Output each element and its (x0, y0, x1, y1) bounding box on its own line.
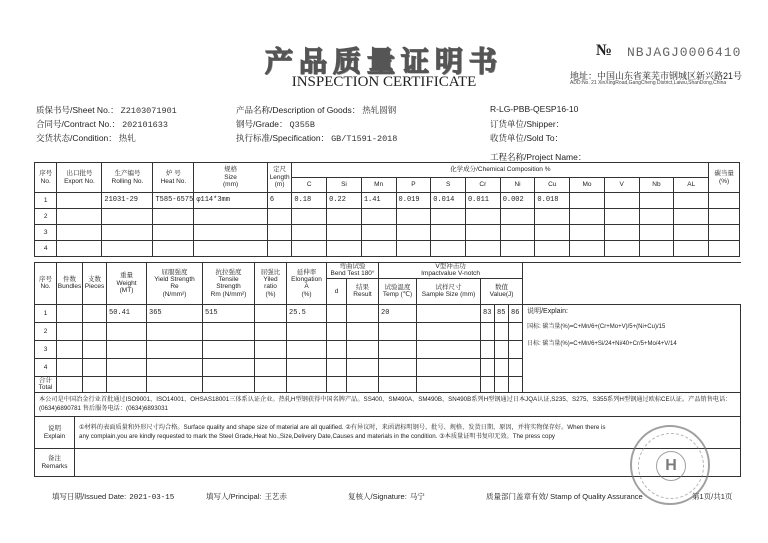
weight-value: 50.41 (107, 304, 147, 322)
form-code: R-LG-PBB-QESP16-10 (490, 104, 579, 114)
rolling-no: 21031-29 (102, 193, 153, 209)
element-header: Mo (570, 178, 605, 193)
address-english: ADD:No. 21 XinXingRoad,GangCheng District,Laiwu,ShanDong,China (570, 80, 727, 86)
chem-value (604, 193, 639, 209)
element-header: C (292, 178, 327, 193)
impact-value-header: 数值 Value(J) (481, 278, 523, 304)
element-header: Cu (535, 178, 570, 193)
heat-no (153, 209, 194, 225)
explain-text-line1: ①材料的表面质量和外形尺寸均合格。Surface quality and shape size of material are all qualified. ②有异议时，来函请标明钢号、批号、规格、发货日期、原因，并将实物保存好。When there is (79, 424, 606, 432)
chem-value (674, 209, 709, 225)
pieces-value (83, 358, 107, 376)
total-cell (147, 376, 203, 392)
project-name-label: 工程名称/Project Name： (490, 152, 587, 162)
remarks-label: 备注 Remarks (35, 449, 75, 477)
mechanical-properties-table (34, 262, 741, 393)
yield-value (147, 340, 203, 358)
total-cell (481, 376, 495, 392)
row-number: 2 (35, 322, 57, 340)
sheet-no: 质保书号/Sheet No.： Z2103071901 (36, 105, 177, 116)
rolling-no (102, 241, 153, 257)
col-header-elongation: 延伸率 Elongation A (%) (287, 263, 327, 305)
export-no (57, 209, 102, 225)
element-header: Cr (465, 178, 500, 193)
explain-text-line2: any complain,you are kindly requested to mark the Steel Grade,Heat No.,Size,Delivery Date,Causes and materials in the condition. ③本质量证明书复印无效。The press copy (79, 432, 555, 440)
formula-jp: 日标: 碳当量(%)=C+Mn/6+Si/24+Ni/40+Cr/5+Mo/4+V/14 (527, 340, 677, 347)
chem-value (465, 225, 500, 241)
total-cell (255, 376, 287, 392)
col-header-rolling: 生产编号 Rolling No. (102, 163, 153, 193)
sample-size-value (417, 340, 481, 358)
weight-value (107, 340, 147, 358)
goods-description: 产品名称/Description of Goods： 热轧圆钢 (236, 105, 397, 116)
impact-temp-value (379, 358, 417, 376)
chem-value (292, 225, 327, 241)
chem-value (292, 241, 327, 257)
chem-value (465, 241, 500, 257)
total-cell (327, 376, 347, 392)
chem-value (674, 241, 709, 257)
impact-value-2: 85 (495, 304, 509, 322)
explain-label: 说明 Explain (35, 417, 75, 449)
length-value (267, 225, 292, 241)
total-cell (379, 376, 417, 392)
issued-date: 填写日期/Issued Date: 2021-03-15 (52, 492, 175, 502)
mech-header-row (35, 263, 741, 279)
impact-value-1 (481, 340, 495, 358)
bend-result-header: 结果 Result (347, 278, 379, 304)
chem-value (327, 241, 362, 257)
col-header-tensile: 抗拉强度 Tensile Strength Rm (N/mm²) (203, 263, 255, 305)
bend-d-header: d (327, 278, 347, 304)
tensile-value (203, 322, 255, 340)
impact-value-3: 86 (509, 304, 523, 322)
total-label: 合计 Total (35, 376, 57, 392)
heat-no (153, 225, 194, 241)
ceq-value (709, 241, 740, 257)
row-number: 4 (35, 241, 57, 257)
col-header-bundles: 件数 Bundles (57, 263, 83, 305)
impact-temp-value (379, 322, 417, 340)
bundles-value (57, 358, 83, 376)
chem-value (431, 209, 466, 225)
chem-value (639, 209, 674, 225)
bend-d-value (327, 304, 347, 322)
chem-value: 1.41 (361, 193, 396, 209)
page-number: 第1页/共1页 (692, 492, 733, 501)
rolling-no (102, 209, 153, 225)
row-number: 4 (35, 358, 57, 376)
chem-value (570, 193, 605, 209)
bundles-value (57, 322, 83, 340)
chem-value (674, 225, 709, 241)
rolling-no (102, 225, 153, 241)
signature: 复核人/Signature: 马宁 (348, 492, 425, 502)
col-header-size: 规格 Size (mm) (194, 163, 268, 193)
total-cell (107, 376, 147, 392)
total-cell (509, 376, 523, 392)
chem-value (604, 241, 639, 257)
chem-value (465, 209, 500, 225)
row-number: 2 (35, 209, 57, 225)
formula-gb: 国标: 碳当量(%)=C+Mn/6+(Cr+Mo+V)/5+(Ni+Cu)/15 (527, 323, 666, 330)
chem-value (327, 209, 362, 225)
yield-value (147, 358, 203, 376)
table-row (35, 193, 740, 209)
chem-value (361, 209, 396, 225)
table-row (35, 225, 740, 241)
title-english: INSPECTION CERTIFICATE (291, 74, 477, 90)
impact-value-3 (509, 340, 523, 358)
col-header-no: 序号 No. (35, 263, 57, 305)
chem-value (535, 209, 570, 225)
impact-value-3 (509, 358, 523, 376)
bend-d-value (327, 358, 347, 376)
col-header-export: 出口批号 Export No. (57, 163, 102, 193)
ratio-value (255, 358, 287, 376)
element-header: S (431, 178, 466, 193)
chem-value (604, 209, 639, 225)
table-row (35, 241, 740, 257)
impact-value-2 (495, 340, 509, 358)
chem-value (361, 225, 396, 241)
grade: 钢号/Grade： Q355B (236, 119, 316, 130)
total-cell (83, 376, 107, 392)
total-cell (495, 376, 509, 392)
element-header: P (396, 178, 431, 193)
elongation-value: 25.5 (287, 304, 327, 322)
length-value: 6 (267, 193, 292, 209)
chem-value (327, 225, 362, 241)
col-header-heat: 炉 号 Heat No. (153, 163, 194, 193)
sample-size-value (417, 358, 481, 376)
impact-value-1 (481, 358, 495, 376)
col-header-ceq: 碳当量 (%) (709, 163, 740, 193)
chem-value (431, 225, 466, 241)
element-header: Nb (639, 178, 674, 193)
bend-result-value (347, 322, 379, 340)
explain-panel (523, 304, 741, 392)
weight-value (107, 322, 147, 340)
impact-size-header: 试样尺寸 Sample Size (mm) (417, 278, 481, 304)
tensile-value: 515 (203, 304, 255, 322)
total-cell (57, 376, 83, 392)
elongation-value (287, 340, 327, 358)
chem-value (674, 193, 709, 209)
chem-value: 0.18 (292, 193, 327, 209)
impact-title: V型冲击功 Impactvalue V-notch (379, 263, 523, 279)
table-row (35, 304, 741, 322)
bend-d-value (327, 322, 347, 340)
element-header: V (604, 178, 639, 193)
tensile-value (203, 340, 255, 358)
chem-value (396, 225, 431, 241)
chem-value (604, 225, 639, 241)
chem-value (361, 241, 396, 257)
bend-result-value (347, 340, 379, 358)
pieces-value (83, 322, 107, 340)
contract-no: 合同号/Contract No.： 202101633 (36, 119, 168, 130)
size-value (194, 209, 268, 225)
element-header: Ni (500, 178, 535, 193)
total-cell (203, 376, 255, 392)
sold-to-label: 收货单位/Sold To： (490, 133, 564, 143)
tensile-value (203, 358, 255, 376)
chem-value: 0.019 (396, 193, 431, 209)
condition: 交货状态/Condition： 热轧 (36, 133, 136, 144)
ratio-value (255, 304, 287, 322)
chem-value (396, 241, 431, 257)
ratio-value (255, 340, 287, 358)
element-header: Si (327, 178, 362, 193)
export-no (57, 241, 102, 257)
stamp-emblem: H (656, 451, 686, 481)
chem-value (535, 241, 570, 257)
ratio-value (255, 322, 287, 340)
size-value (194, 225, 268, 241)
chem-value (639, 225, 674, 241)
element-header: AL (674, 178, 709, 193)
ceq-value (709, 209, 740, 225)
address-chinese: 地址：中国山东省莱芜市钢城区新兴路21号 (570, 71, 743, 81)
company-note: 本公司是中国冶金行业首批通过ISO9001、ISO14001、OHSAS18001三体系认证企业。热轧H型钢获得中国名牌产品。SS400、SM490A、SM490B、SN490B系列H型钢通过日本JQA认证,S235、S275、S355系列H型钢通过欧标CE认证。产品销售电话：(0634)6890781 售后服务电话：(0634)6893031 (35, 393, 741, 417)
chem-value: 0.011 (465, 193, 500, 209)
chem-value: 0.22 (327, 193, 362, 209)
col-header-yield: 屈服强度 Yield Strength Re (N/mm²) (147, 263, 203, 305)
size-value (194, 241, 268, 257)
chem-header-row (35, 163, 740, 178)
col-header-weight: 重量 Weight (MT) (107, 263, 147, 305)
row-number: 1 (35, 193, 57, 209)
length-value (267, 209, 292, 225)
total-cell (287, 376, 327, 392)
length-value (267, 241, 292, 257)
weight-value (107, 358, 147, 376)
elongation-value (287, 322, 327, 340)
impact-temp-value: 20 (379, 304, 417, 322)
size-value: φ114*3mm (194, 193, 268, 209)
bend-result-value (347, 304, 379, 322)
impact-temp-value (379, 340, 417, 358)
chem-composition-title: 化学成分/Chemical Composition % (292, 163, 709, 178)
pieces-value (83, 304, 107, 322)
bend-d-value (327, 340, 347, 358)
chem-value (639, 241, 674, 257)
total-cell (347, 376, 379, 392)
chem-value (500, 209, 535, 225)
row-number: 1 (35, 304, 57, 322)
col-header-no: 序号 No. (35, 163, 57, 193)
impact-value-3 (509, 322, 523, 340)
chem-value (570, 209, 605, 225)
chem-value (292, 209, 327, 225)
table-row (35, 209, 740, 225)
bend-test-title: 弯曲试验 Bend Test 180° (327, 263, 379, 279)
bundles-value (57, 340, 83, 358)
impact-value-1 (481, 322, 495, 340)
row-number: 3 (35, 340, 57, 358)
export-no (57, 225, 102, 241)
shipper-label: 订货单位/Shipper： (490, 119, 565, 129)
element-header: Mn (361, 178, 396, 193)
chem-value (535, 225, 570, 241)
serial-number-label: № (596, 42, 613, 59)
pieces-value (83, 340, 107, 358)
title-chinese: 产品质量证明书 (264, 45, 503, 78)
impact-temp-header: 试验温度 Temp (℃) (379, 278, 417, 304)
elongation-value (287, 358, 327, 376)
ceq-value (709, 193, 740, 209)
principal: 填写人/Principal: 王艺赤 (206, 492, 287, 502)
impact-value-2 (495, 322, 509, 340)
chem-value (396, 209, 431, 225)
quality-stamp (630, 425, 710, 505)
col-header-length: 定尺 Length (m) (267, 163, 292, 193)
total-cell (417, 376, 481, 392)
chem-value (570, 241, 605, 257)
chem-value (500, 225, 535, 241)
bend-result-value (347, 358, 379, 376)
stamp-label: 质量部门盖章有效/ Stamp of Quality Assurance (486, 492, 643, 501)
chem-value (431, 241, 466, 257)
chem-value (500, 241, 535, 257)
chem-value: 0.002 (500, 193, 535, 209)
impact-value-2 (495, 358, 509, 376)
col-header-pieces: 支数 Pieces (83, 263, 107, 305)
impact-value-1: 83 (481, 304, 495, 322)
chemical-composition-table (34, 162, 740, 257)
specification: 执行标准/Specification： GB/T1591-2018 (236, 133, 398, 144)
serial-number-value: NBJAGJ0006410 (627, 45, 742, 60)
heat-no (153, 241, 194, 257)
bundles-value (57, 304, 83, 322)
chem-value: 0.014 (431, 193, 466, 209)
heat-no: T585-6575 (153, 193, 194, 209)
yield-value: 365 (147, 304, 203, 322)
chem-value (570, 225, 605, 241)
yield-value (147, 322, 203, 340)
col-header-ratio: 屈强比 Yiled ratio (%) (255, 263, 287, 305)
explain-panel-label: 说明/Explain: (527, 307, 568, 315)
sample-size-value (417, 304, 481, 322)
export-no (57, 193, 102, 209)
sample-size-value (417, 322, 481, 340)
chem-value: 0.018 (535, 193, 570, 209)
ceq-value (709, 225, 740, 241)
chem-value (639, 193, 674, 209)
explain-header-blank (523, 263, 741, 305)
row-number: 3 (35, 225, 57, 241)
